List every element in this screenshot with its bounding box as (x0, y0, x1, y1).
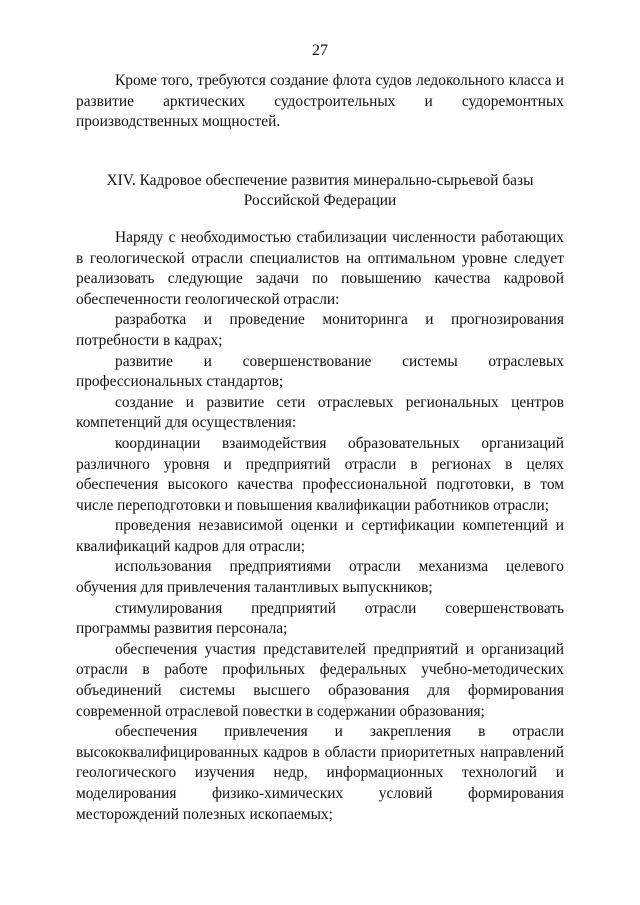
list-item: обеспечения участия представителей предприятий и организаций отрасли в работе профильных федеральных учебно-методических объединений системы высшего образования для формирования современной отраслевой повестки в содержании образования; (76, 640, 564, 720)
list-item: координации взаимодействия образовательных организаций различного уровня и предприятий отрасли в регионах в целях обеспечения высокого качества профессиональной подготовки, в том числе переподготовки и повышения квалификации работников отрасли; (76, 434, 564, 514)
list-item: разработка и проведение мониторинга и прогнозирования потребности в кадрах; (76, 311, 564, 349)
list-item: проведения независимой оценки и сертификации компетенций и квалификаций кадров для отрасли; (76, 517, 564, 555)
list-item: стимулирования предприятий отрасли совершенствовать программы развития персонала; (76, 599, 564, 638)
page-number: 27 (312, 42, 328, 59)
page-content (76, 65, 564, 825)
intro-paragraph: Кроме того, требуются создание флота судов ледокольного класса и развитие арктических судостроительных и судоремонтных производственных мощностей. (76, 72, 564, 131)
section-heading (76, 171, 564, 212)
list-item: создание и развитие сети отраслевых региональных центров компетенций для осуществления: (76, 393, 564, 432)
section-heading-line-1: XIV. Кадровое обеспечение развития минерально-сырьевой базы (106, 171, 534, 189)
list-item: обеспечения привлечения и закрепления в отрасли высококвалифицированных кадров в области приоритетных направлений геологического изучения недр, информационных технологий и моделирования физико-химических условий формирования месторождений полезных ископаемых; (76, 723, 564, 823)
section-heading-line-2: Российской Федерации (243, 192, 397, 210)
list-item: развитие и совершенствование системы отраслевых профессиональных стандартов; (76, 352, 564, 391)
list-item: использования предприятиями отрасли механизма целевого обучения для привлечения талантливых выпускников; (76, 558, 564, 597)
lead-paragraph: Наряду с необходимостью стабилизации численности работающих в геологической отрасли специалистов на оптимальном уровне следует реализовать следующие задачи по повышению качества кадровой обеспеченности геологической отрасли: (76, 228, 564, 308)
